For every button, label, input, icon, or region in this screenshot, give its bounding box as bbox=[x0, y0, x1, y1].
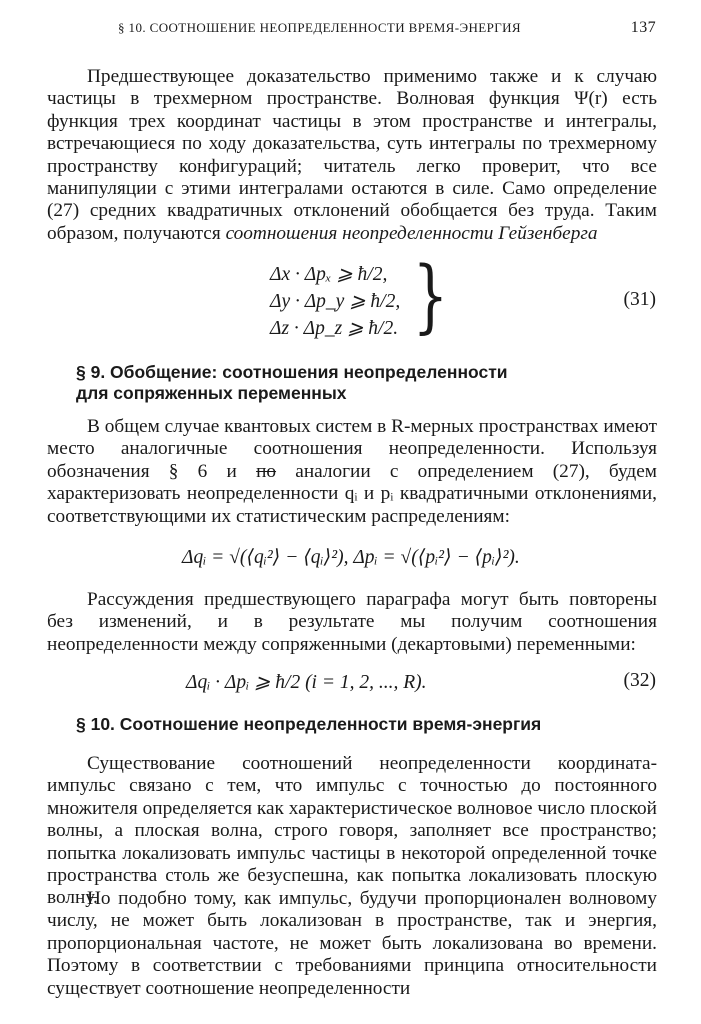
section-10-title: § 10. Соотношение неопределенности время-энергия bbox=[76, 714, 542, 734]
section-10-heading bbox=[76, 714, 541, 735]
paragraph-5 bbox=[47, 888, 657, 1000]
eq31-line-3: Δz · Δp_z ⩾ ħ/2. bbox=[270, 318, 399, 339]
paragraph-4-text: Существование соотношений неопределенности координата-импульс связано с тем, что импульс с точностью до постоянного множителя определяется как характеристическое волновое число плоской волны, а плоская волна, строго говоря, заполняет все пространство; попытка локализовать импульс частицы в некоторой определенной точке пространства столь же безуспешна, как попытка локализовать плоскую волну. bbox=[47, 753, 657, 909]
eq31-line-1: Δx · Δpₓ ⩾ ħ/2, bbox=[270, 264, 388, 285]
eq32: Δqᵢ · Δpᵢ ⩾ ħ/2 (i = 1, 2, ..., R). bbox=[186, 672, 427, 693]
running-head-title: § 10. СООТНОШЕНИЕ НЕОПРЕДЕЛЕННОСТИ ВРЕМЯ-ЭНЕРГИЯ bbox=[118, 20, 521, 35]
eq32-number: (32) bbox=[623, 670, 656, 691]
eq-deltas: Δqᵢ = √(⟨qᵢ²⟩ − ⟨qᵢ⟩²), Δpᵢ = √(⟨pᵢ²⟩ − ⟨pᵢ⟩²). bbox=[182, 547, 520, 568]
paragraph-2-text-before: В общем случае квантовых систем в R-мерных пространствах имеют место аналогичные соотношения неопределенности. Используя обозначения § 6 и bbox=[47, 416, 657, 482]
paragraph-2-text-after: аналогии с определением (27), будем характеризовать неопределенности qᵢ и pᵢ квадратичными отклонениями, соответствующими их статистическим распределениям: bbox=[47, 460, 657, 527]
eq31-brace: } bbox=[412, 249, 449, 342]
paragraph-3-text: Рассуждения предшествующего параграфа могут быть повторены без изменений, и в результате мы получим соотношения неопределенности между сопряженными (декартовыми) переменными: bbox=[47, 589, 657, 655]
eq31-number: (31) bbox=[623, 289, 656, 310]
running-head bbox=[118, 20, 656, 36]
page-number: 137 bbox=[630, 19, 656, 36]
paragraph-4 bbox=[47, 753, 657, 910]
section-9-heading bbox=[76, 362, 508, 404]
paragraph-2-struck: по bbox=[256, 460, 277, 482]
paragraph-5-text: Но подобно тому, как импульс, будучи пропорционален волновому числу, не может быть локализован в пространстве, так и энергия, пропорциональная частоте, не может быть локализована во времени. Поэтому в соответствии с требованиями принципа относительности существует соотношение неопределенности bbox=[47, 888, 657, 999]
paragraph-1-text: Предшествующее доказательство применимо также и к случаю частицы в трехмерном пространстве. Волновая функция Ψ(r) есть функция трех координат частицы в этом пространстве и интегралы, встречающиеся по ходу доказательства, суть интегралы по трехмерному пространству конфигураций; читатель легко проверит, что все манипуляции с этими интегралами остаются в силе. Само определение (27) средних квадратичных отклонений обобщается без труда. Таким образом, получаются bbox=[47, 66, 657, 244]
eq31-line-2: Δy · Δp_y ⩾ ħ/2, bbox=[270, 291, 401, 312]
section-9-line-2: для сопряженных переменных bbox=[76, 383, 347, 403]
section-9-line-1: § 9. Обобщение: соотношения неопределенности bbox=[76, 362, 508, 382]
paragraph-3 bbox=[47, 589, 657, 656]
paragraph-1 bbox=[47, 66, 657, 245]
paragraph-2 bbox=[47, 416, 657, 528]
paragraph-1-italic: соотношения неопределенности Гейзенберга bbox=[225, 222, 598, 244]
